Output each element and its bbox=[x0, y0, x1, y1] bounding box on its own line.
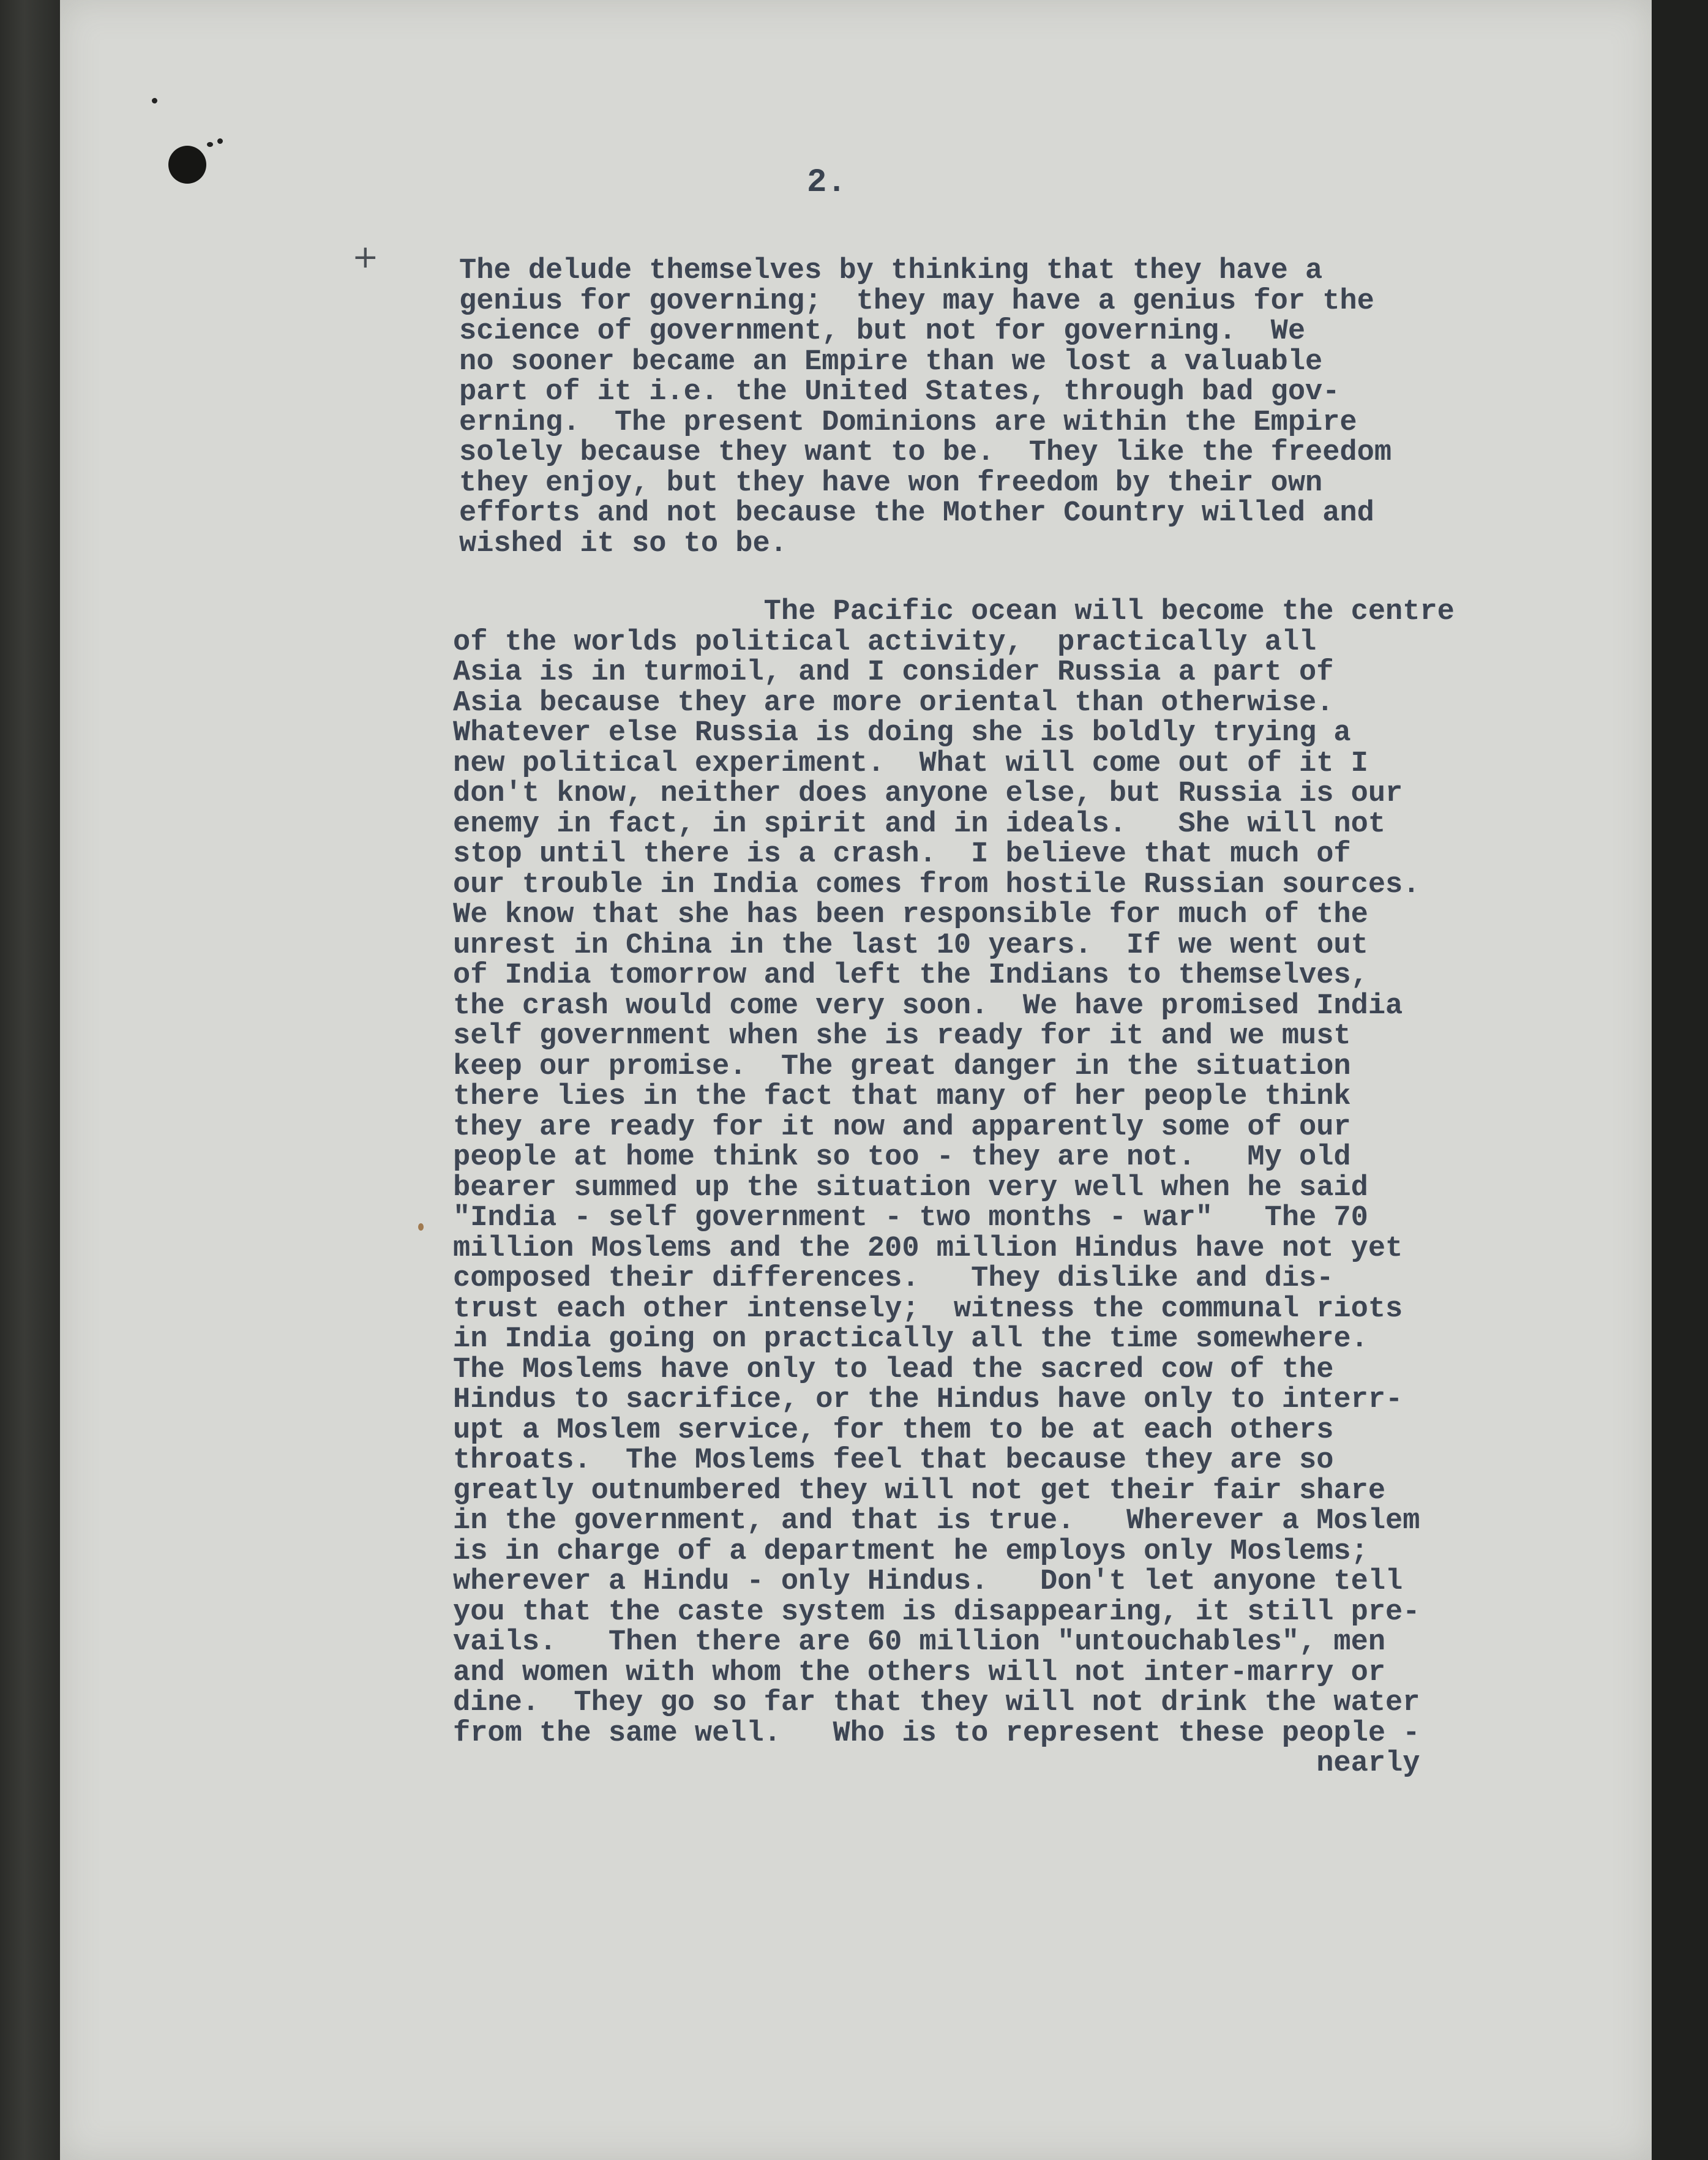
punch-hole bbox=[168, 146, 206, 184]
paragraph-2: The Pacific ocean will become the centre of the worlds political activity, practically all Asia is in turmoil, and I consider Russia a part of Asia because they are more oriental than otherwise. Whatever else Russia is doing she is boldly trying a new political experiment. What will come out of it I don't know, neither does anyone else, but Russia is our enemy in fact, in spirit and in ideals. She will not stop until there is a crash. I believe that much of our trouble in India comes from hostile Russian sources. We know that she has been responsible for much of the unrest in China in the last 10 years. If we went out of India tomorrow and left the Indians to themselves, the crash would come very soon. We have promised India self government when she is ready for it and we must keep our promise. The great danger in the situation there lies in the fact that many of her people think they are ready for it now and apparently some of our people at home think so too - they are not. My old bearer summed up the situation very well when he said "India - self government - two months - war" The 70 million Moslems and the 200 million Hindus have not yet composed their differences. They dislike and dis- trust each other intensely; witness the communal riots in India going on practically all the time somewhere. The Moslems have only to lead the sacred cow of the Hindus to sacrifice, or the Hindus have only to interr- upt a Moslem service, for them to be at each others throats. The Moslems feel that because they are so greatly outnumbered they will not get their fair share in the government, and that is true. Wherever a Moslem is in charge of a department he employs only Moslems; wherever a Hindu - only Hindus. Don't let anyone tell you that the caste system is disappearing, it still pre- vails. Then there are 60 million "untouchables", men and women with whom the others will not inter-marry or dine. They go so far that they will not drink the water from the same well. Who is to represent these people - nearly bbox=[453, 596, 1455, 1780]
margin-mark: + bbox=[352, 239, 379, 276]
paper-speck bbox=[152, 98, 157, 103]
page-number: 2. bbox=[807, 164, 847, 201]
scan-border bbox=[1652, 0, 1708, 2160]
paper-speck bbox=[207, 142, 213, 147]
paper-speck bbox=[418, 1223, 424, 1231]
paper-speck bbox=[217, 138, 223, 144]
paragraph-1: The delude themselves by thinking that they have a genius for governing; they may have a genius for the science of government, but not for governing. We no sooner became an Empire than we lost a valuable part of it i.e. the United States, through bad gov- erning. The present Dominions are within the Empire solely because they want to be. They like the freedom they enjoy, but they have won freedom by their own efforts and not because the Mother Country willed and wished it so to be. bbox=[459, 255, 1392, 560]
